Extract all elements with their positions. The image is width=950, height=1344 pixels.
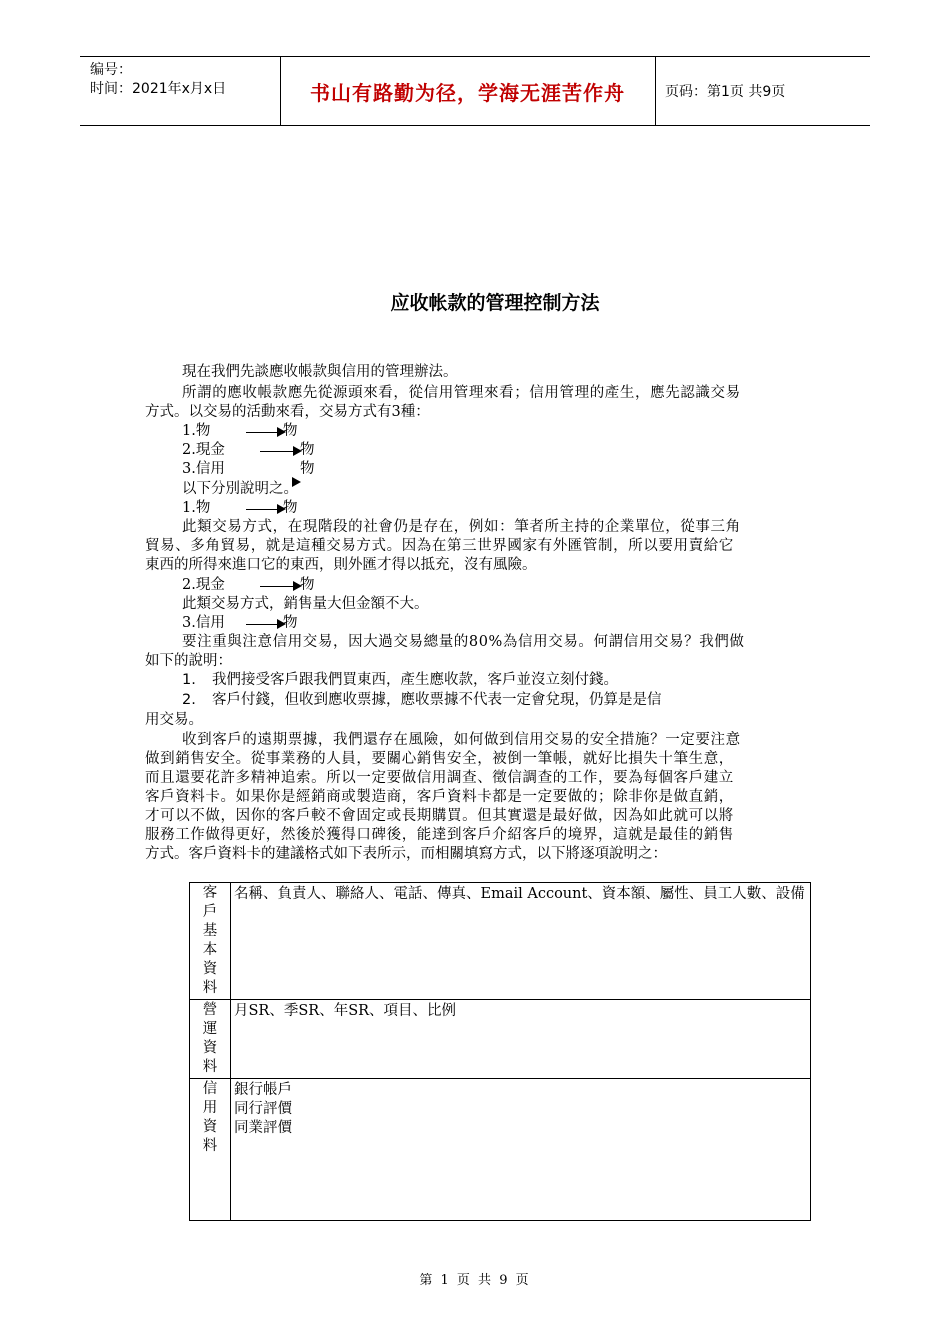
row-content-line: 同業評價	[234, 1120, 292, 1136]
section-2-target: 物	[300, 577, 315, 593]
row-content: 名稱、負責人、聯絡人、電話、傳真、Email Account、資本額、屬性、員工人數、設備	[231, 883, 811, 1000]
paragraph-text: 做到銷售安全。從事業務的人員，要關心銷售安全，被倒一筆帳，就好比損失十筆生意，	[145, 751, 734, 767]
arrow-icon	[260, 581, 302, 591]
paragraph-intro-2: 所謂的應收帳款應先從源頭來看，從信用管理來看；信用管理的產生，應先認識交易	[182, 385, 741, 401]
section-1-text: 東西的所得來進口它的東西，則外匯才得以抵充，沒有風險。	[145, 557, 537, 573]
list-item-text: 客戶付錢，但收到應收票據，應收票據不代表一定會兌現，仍算是是信	[212, 692, 662, 708]
section-3-label: 3.信用	[182, 615, 225, 631]
page-footer: 第 1 页 共 9 页	[419, 1273, 531, 1288]
type-3-label: 3.信用	[182, 461, 225, 477]
type-1-target: 物	[283, 423, 298, 439]
row-label: 客戶基本資料	[190, 883, 231, 1000]
number-label: 编号：	[90, 62, 132, 78]
customer-data-table	[189, 882, 811, 1221]
header-page-info: 页码：第1页 共9页	[665, 84, 786, 100]
paragraph-text: 服務工作做得更好，然後於獲得口碑後，能達到客戶介紹客戶的境界，這就是最佳的銷售	[145, 827, 734, 843]
list-item-text: 我們接受客戶跟我們買東西，產生應收款，客戶並沒立刻付錢。	[212, 672, 618, 688]
header-motto: 书山有路勤为径，学海无涯苦作舟	[310, 81, 625, 105]
type-1-label: 1.物	[182, 423, 211, 439]
list-item-number: 1.	[182, 672, 196, 688]
row-content	[231, 1079, 811, 1221]
row-content: 月SR、季SR、年SR、項目、比例	[231, 1000, 811, 1079]
section-3-text: 如下的說明：	[145, 653, 232, 669]
explain-intro: 以下分別說明之。	[182, 481, 298, 497]
arrow-icon	[246, 504, 286, 514]
type-3-target: 物	[300, 461, 315, 477]
table-row	[190, 1000, 811, 1079]
paragraph-text: 客戶資料卡。如果你是經銷商或製造商，客戶資料卡都是一定要做的；除非你是做直銷，	[145, 789, 734, 805]
type-2-label: 2.現金	[182, 442, 225, 458]
row-content-line: 同行評價	[234, 1101, 292, 1117]
paragraph-intro-2-cont: 方式。以交易的活動來看，交易方式有3種：	[145, 404, 430, 420]
section-1-text: 貿易、多角貿易，就是這種交易方式。因為在第三世界國家有外匯管制，所以要用賣給它	[145, 538, 734, 554]
document-title: 应收帐款的管理控制方法	[390, 292, 600, 314]
row-label: 營運資料	[190, 1000, 231, 1079]
list-item-number: 2.	[182, 692, 196, 708]
arrow-icon	[246, 427, 286, 437]
type-2-target: 物	[300, 442, 315, 458]
row-content-line: 銀行帳戶	[234, 1082, 292, 1098]
paragraph-intro-1: 現在我們先談應收帳款與信用的管理辦法。	[182, 364, 458, 380]
list-item-text-cont: 用交易。	[145, 712, 203, 728]
section-1-label: 1.物	[182, 500, 211, 516]
paragraph-text: 而且還要花許多精神追索。所以一定要做信用調查、徵信調查的工作，要為每個客戶建立	[145, 770, 734, 786]
section-1-target: 物	[283, 500, 298, 516]
time-label: 时间：2021年x月x日	[90, 81, 227, 97]
section-3-target: 物	[283, 615, 298, 631]
arrow-icon	[246, 619, 286, 629]
arrow-icon	[260, 446, 302, 456]
section-1-text: 此類交易方式，在現階段的社會仍是存在，例如：筆者所主持的企業單位，從事三角	[182, 519, 741, 535]
section-2-text: 此類交易方式，銷售量大但金額不大。	[182, 596, 429, 612]
header-divider	[655, 57, 656, 125]
document-header	[80, 56, 870, 126]
section-2-label: 2.現金	[182, 577, 225, 593]
table-row	[190, 1079, 811, 1221]
header-meta	[90, 61, 226, 99]
paragraph-text: 才可以不做，因你的客戶較不會固定或長期購買。但其實還是最好做，因為如此就可以將	[145, 808, 734, 824]
row-label: 信用資料	[190, 1079, 231, 1221]
section-3-text: 要注重與注意信用交易，因大過交易總量的80%為信用交易。何謂信用交易？我們做	[182, 634, 745, 650]
paragraph-text: 方式。客戶資料卡的建議格式如下表所示，而相關填寫方式，以下將逐項說明之：	[145, 846, 667, 862]
paragraph-text: 收到客戶的遠期票據，我們還存在風險，如何做到信用交易的安全措施？一定要注意	[182, 732, 741, 748]
table-row	[190, 883, 811, 1000]
